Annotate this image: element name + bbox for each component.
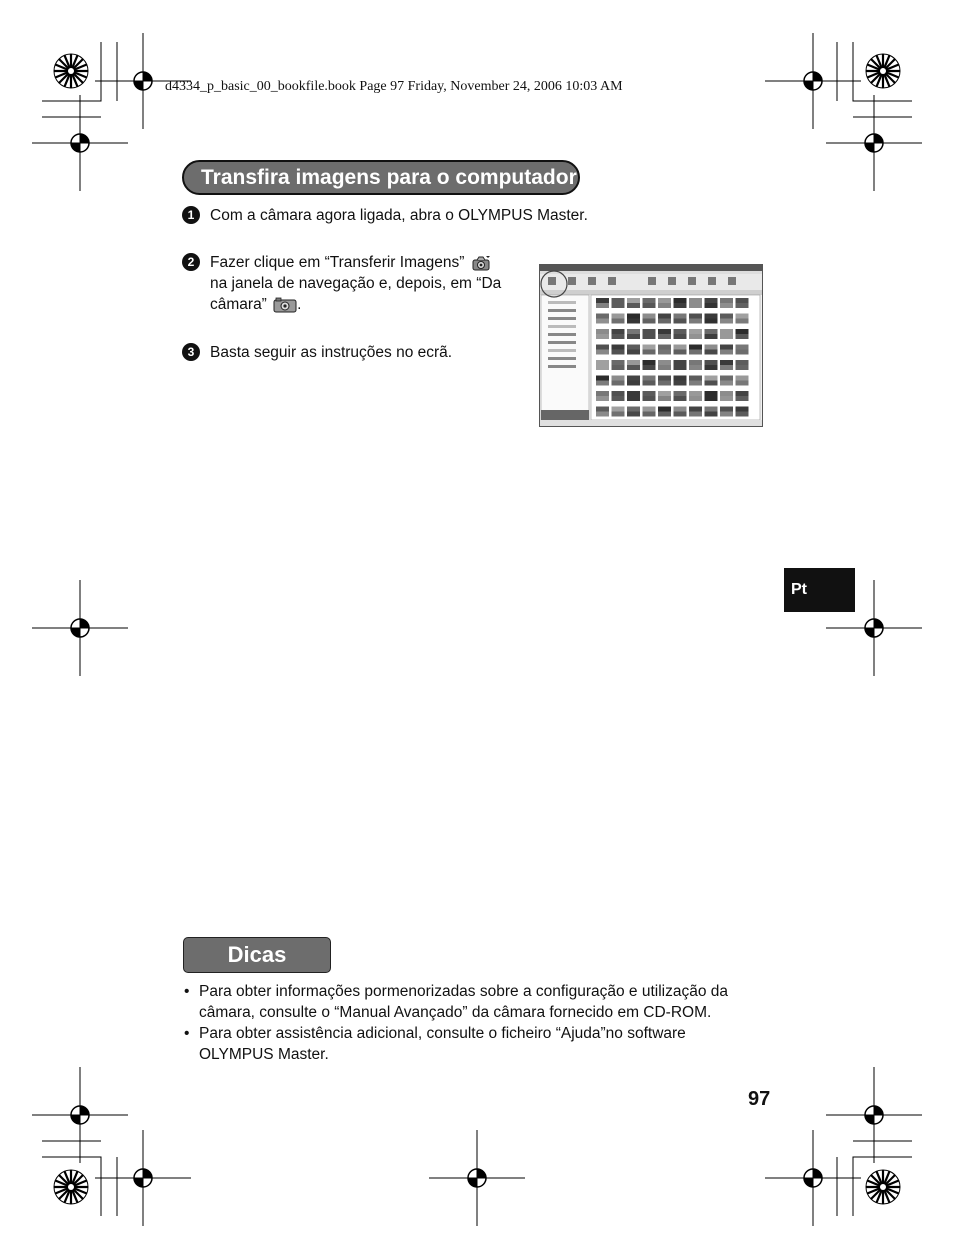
thumbnail-detail	[596, 303, 609, 308]
toolbar-icon	[648, 277, 656, 285]
step-2-line-2: na janela de navegação e, depois, em “Da	[210, 275, 502, 292]
thumbnail-detail	[705, 396, 718, 401]
tree-item	[548, 333, 576, 336]
toolbar-icon	[728, 277, 736, 285]
tree-item	[548, 317, 576, 320]
toolbar-icon	[548, 277, 556, 285]
thumbnail-detail	[689, 350, 702, 355]
thumbnail-detail	[643, 412, 656, 417]
toolbar-icon	[568, 277, 576, 285]
thumbnail-detail	[689, 396, 702, 401]
thumbnail-detail	[674, 365, 687, 370]
thumbnail-detail	[643, 319, 656, 324]
thumbnail-detail	[612, 350, 625, 355]
thumbnail-detail	[643, 334, 656, 339]
thumbnail-detail	[736, 350, 749, 355]
thumbnail-detail	[736, 381, 749, 386]
print-header-line: d4334_p_basic_00_bookfile.book Page 97 Friday, November 24, 2006 10:03 AM	[165, 79, 623, 94]
step-3	[182, 342, 522, 364]
page-number: 97	[748, 1088, 771, 1110]
thumbnail-detail	[658, 319, 671, 324]
thumbnail-detail	[627, 381, 640, 386]
tip-1-line-1: Para obter informações pormenorizadas sobre a configuração e utilização da	[199, 983, 729, 1000]
step-number-1: 1	[182, 206, 200, 224]
tree-item	[548, 341, 576, 344]
thumbnail-detail	[596, 412, 609, 417]
thumbnail-detail	[705, 334, 718, 339]
thumbnail-detail	[658, 365, 671, 370]
camera-transfer-icon	[471, 255, 491, 271]
thumbnail-detail	[674, 303, 687, 308]
toolbar-icon	[668, 277, 676, 285]
thumbnail-detail	[736, 303, 749, 308]
toolbar-icon	[688, 277, 696, 285]
thumbnail-detail	[689, 381, 702, 386]
thumbnail-detail	[627, 412, 640, 417]
thumbnail-detail	[674, 350, 687, 355]
thumbnail-detail	[720, 334, 733, 339]
thumbnail-detail	[689, 365, 702, 370]
step-number-3: 3	[182, 343, 200, 361]
thumbnail-detail	[658, 350, 671, 355]
thumbnail-detail	[612, 319, 625, 324]
tip-bullet: •	[184, 983, 190, 1000]
tip-item	[182, 1023, 782, 1065]
step-2	[182, 252, 522, 318]
language-tab: Pt	[784, 568, 855, 612]
thumbnail-detail	[627, 303, 640, 308]
thumbnail-detail	[627, 350, 640, 355]
tip-bullet: •	[184, 1025, 190, 1042]
thumbnail-detail	[627, 396, 640, 401]
thumbnail-detail	[736, 365, 749, 370]
thumbnail-detail	[612, 334, 625, 339]
thumbnail-detail	[705, 319, 718, 324]
thumbnail-detail	[596, 396, 609, 401]
thumbnail-detail	[612, 381, 625, 386]
thumbnail-detail	[720, 319, 733, 324]
thumbnail-detail	[596, 365, 609, 370]
thumbnail-detail	[720, 412, 733, 417]
thumbnail-detail	[689, 303, 702, 308]
thumbnail-detail	[596, 319, 609, 324]
thumbnail-detail	[736, 412, 749, 417]
thumbnail-detail	[643, 381, 656, 386]
tips-list	[182, 981, 782, 1065]
thumbnail-detail	[627, 365, 640, 370]
thumbnail-detail	[643, 303, 656, 308]
thumbnail-detail	[643, 396, 656, 401]
tree-item	[548, 325, 576, 328]
thumbnail-detail	[674, 381, 687, 386]
thumbnail-detail	[658, 303, 671, 308]
section-title: Transfira imagens para o computador	[182, 160, 580, 195]
olympus-master-screenshot	[539, 264, 763, 427]
thumbnail-detail	[736, 319, 749, 324]
thumbnail-detail	[658, 334, 671, 339]
thumbnail-detail	[674, 319, 687, 324]
thumbnail-detail	[705, 365, 718, 370]
thumbnail-detail	[612, 396, 625, 401]
thumbnail-detail	[612, 412, 625, 417]
step-2-line-3: câmara”	[210, 296, 267, 313]
thumbnail-detail	[720, 350, 733, 355]
tree-item	[548, 309, 576, 312]
thumbnail-detail	[736, 334, 749, 339]
toolbar-icon	[588, 277, 596, 285]
step-2-period: .	[297, 296, 302, 313]
thumbnail-detail	[689, 319, 702, 324]
step-2-line-1: Fazer clique em “Transferir Imagens”	[210, 254, 465, 271]
thumbnail-detail	[627, 334, 640, 339]
thumbnail-detail	[627, 319, 640, 324]
thumbnail-detail	[720, 303, 733, 308]
tree-item	[548, 301, 576, 304]
thumbnail-detail	[612, 365, 625, 370]
thumbnail-detail	[689, 334, 702, 339]
thumbnail-detail	[720, 365, 733, 370]
step-number-2: 2	[182, 253, 200, 271]
tree-item	[548, 357, 576, 360]
thumbnail-detail	[705, 303, 718, 308]
tip-1-line-2: câmara, consulte o “Manual Avançado” da câmara fornecido em CD-ROM.	[199, 1004, 712, 1021]
toolbar-icon	[708, 277, 716, 285]
thumbnail-detail	[596, 334, 609, 339]
tree-item	[548, 365, 576, 368]
thumbnail-detail	[674, 334, 687, 339]
thumbnail-detail	[705, 381, 718, 386]
thumbnail-detail	[705, 350, 718, 355]
thumbnail-detail	[643, 365, 656, 370]
thumbnail-detail	[658, 381, 671, 386]
tips-title: Dicas	[183, 937, 331, 973]
thumbnail-detail	[720, 396, 733, 401]
thumbnail-detail	[736, 396, 749, 401]
thumbnail-detail	[689, 412, 702, 417]
thumbnail-detail	[674, 396, 687, 401]
tip-item	[182, 981, 782, 1023]
thumbnail-detail	[596, 381, 609, 386]
toolbar-icon	[608, 277, 616, 285]
tip-2-line-1: Para obter assistência adicional, consulte o ficheiro “Ajuda”no software	[199, 1025, 686, 1042]
thumbnail-detail	[658, 396, 671, 401]
thumbnail-detail	[643, 350, 656, 355]
thumbnail-detail	[674, 412, 687, 417]
step-3-text: Basta seguir as instruções no ecrã.	[210, 344, 453, 361]
tip-2-line-2: OLYMPUS Master.	[199, 1046, 329, 1063]
step-1	[182, 205, 682, 227]
thumbnail-detail	[596, 350, 609, 355]
camera-icon	[273, 297, 297, 313]
step-1-text: Com a câmara agora ligada, abra o OLYMPUS Master.	[210, 207, 588, 224]
thumbnail-detail	[658, 412, 671, 417]
thumbnail-detail	[720, 381, 733, 386]
thumbnail-detail	[612, 303, 625, 308]
tree-item	[548, 349, 576, 352]
thumbnail-detail	[705, 412, 718, 417]
